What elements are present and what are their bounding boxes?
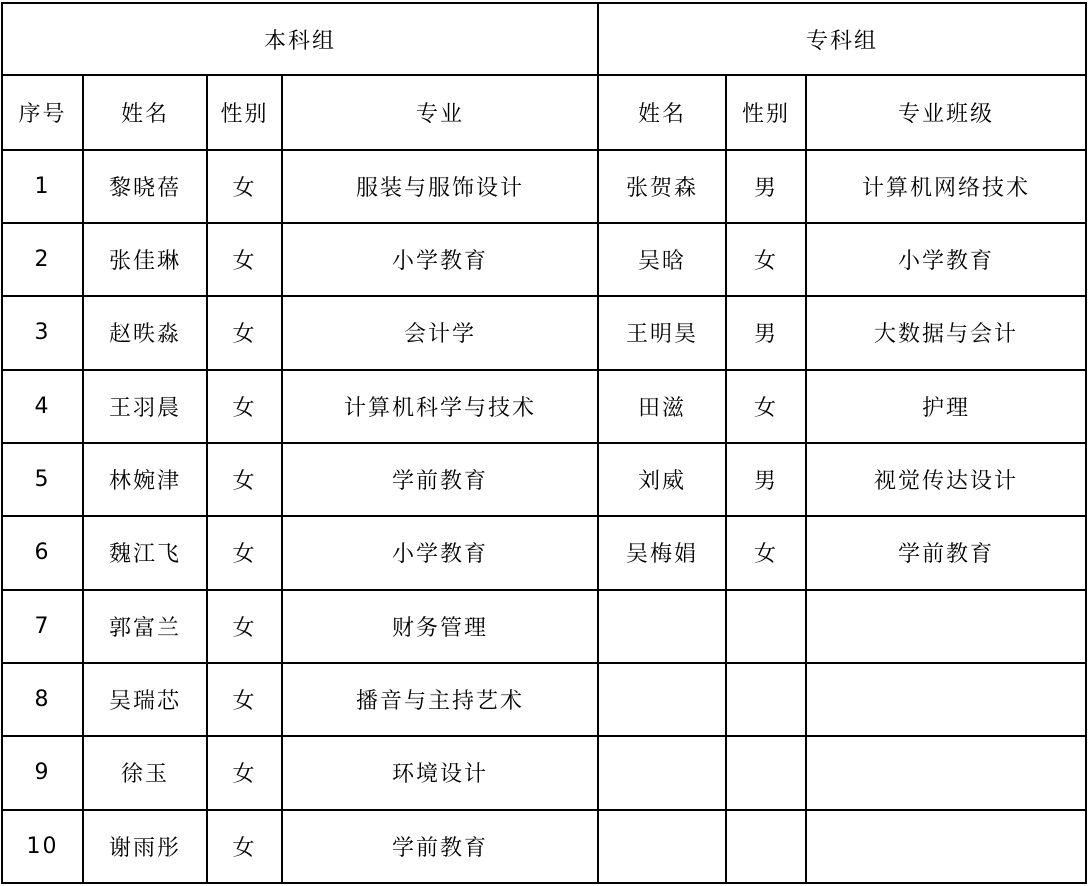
table-row [2, 736, 1086, 809]
cell-gender-junior: 女 [726, 516, 806, 589]
cell-name: 郭富兰 [83, 590, 207, 663]
cell-major-class [806, 663, 1086, 736]
cell-name-junior [598, 810, 726, 883]
cell-major: 小学教育 [282, 516, 598, 589]
header-name: 姓名 [83, 75, 207, 149]
cell-major-class: 学前教育 [806, 516, 1086, 589]
table-row [2, 810, 1086, 883]
cell-seq: 2 [2, 223, 83, 296]
table-row [2, 663, 1086, 736]
cell-major: 小学教育 [282, 223, 598, 296]
cell-major: 环境设计 [282, 736, 598, 809]
cell-seq: 4 [2, 370, 83, 443]
table-row [2, 296, 1086, 369]
cell-seq: 5 [2, 443, 83, 516]
cell-major-class: 计算机网络技术 [806, 150, 1086, 223]
cell-name-junior: 吴晗 [598, 223, 726, 296]
cell-major: 学前教育 [282, 810, 598, 883]
cell-name-junior: 吴梅娟 [598, 516, 726, 589]
cell-major-class [806, 590, 1086, 663]
cell-seq: 9 [2, 736, 83, 809]
header-gender: 性别 [207, 75, 282, 149]
cell-name-junior: 张贺森 [598, 150, 726, 223]
cell-name-junior: 田滋 [598, 370, 726, 443]
cell-name: 黎晓蓓 [83, 150, 207, 223]
cell-name-junior [598, 590, 726, 663]
cell-gender: 女 [207, 663, 282, 736]
cell-major-class: 小学教育 [806, 223, 1086, 296]
cell-name: 吴瑞芯 [83, 663, 207, 736]
cell-gender: 女 [207, 296, 282, 369]
column-header-row [2, 75, 1086, 149]
header-gender-junior: 性别 [726, 75, 806, 149]
cell-seq: 7 [2, 590, 83, 663]
group-header-row [2, 3, 1086, 75]
cell-gender-junior: 男 [726, 443, 806, 516]
cell-gender: 女 [207, 370, 282, 443]
cell-name: 林婉津 [83, 443, 207, 516]
cell-major-class: 视觉传达设计 [806, 443, 1086, 516]
header-major: 专业 [282, 75, 598, 149]
undergraduate-group-title: 本科组 [2, 3, 598, 75]
cell-seq: 3 [2, 296, 83, 369]
cell-major-class: 大数据与会计 [806, 296, 1086, 369]
header-major-class: 专业班级 [806, 75, 1086, 149]
cell-major: 财务管理 [282, 590, 598, 663]
table-row [2, 590, 1086, 663]
table-row [2, 223, 1086, 296]
cell-gender: 女 [207, 516, 282, 589]
roster-table [1, 2, 1087, 884]
table-row [2, 370, 1086, 443]
cell-gender-junior [726, 663, 806, 736]
cell-gender: 女 [207, 443, 282, 516]
cell-gender-junior: 女 [726, 370, 806, 443]
cell-major-class [806, 736, 1086, 809]
header-name-junior: 姓名 [598, 75, 726, 149]
cell-seq: 1 [2, 150, 83, 223]
table-row [2, 150, 1086, 223]
cell-gender-junior [726, 810, 806, 883]
cell-seq: 10 [2, 810, 83, 883]
table-row [2, 516, 1086, 589]
cell-name-junior: 王明昊 [598, 296, 726, 369]
cell-gender-junior [726, 736, 806, 809]
cell-major-class [806, 810, 1086, 883]
cell-major: 计算机科学与技术 [282, 370, 598, 443]
junior-college-group-title: 专科组 [598, 3, 1086, 75]
cell-gender: 女 [207, 590, 282, 663]
cell-name: 魏江飞 [83, 516, 207, 589]
cell-name: 王羽晨 [83, 370, 207, 443]
cell-major: 服装与服饰设计 [282, 150, 598, 223]
cell-seq: 6 [2, 516, 83, 589]
cell-major: 会计学 [282, 296, 598, 369]
cell-major-class: 护理 [806, 370, 1086, 443]
cell-major: 播音与主持艺术 [282, 663, 598, 736]
header-seq: 序号 [2, 75, 83, 149]
cell-gender-junior: 男 [726, 296, 806, 369]
cell-name: 徐玉 [83, 736, 207, 809]
cell-name-junior [598, 736, 726, 809]
cell-name: 赵昳淼 [83, 296, 207, 369]
cell-gender-junior: 男 [726, 150, 806, 223]
cell-gender-junior: 女 [726, 223, 806, 296]
cell-gender: 女 [207, 810, 282, 883]
cell-gender-junior [726, 590, 806, 663]
cell-gender: 女 [207, 223, 282, 296]
cell-name: 张佳琳 [83, 223, 207, 296]
cell-name-junior: 刘威 [598, 443, 726, 516]
cell-name-junior [598, 663, 726, 736]
cell-seq: 8 [2, 663, 83, 736]
cell-name: 谢雨彤 [83, 810, 207, 883]
table-row [2, 443, 1086, 516]
cell-major: 学前教育 [282, 443, 598, 516]
cell-gender: 女 [207, 150, 282, 223]
cell-gender: 女 [207, 736, 282, 809]
